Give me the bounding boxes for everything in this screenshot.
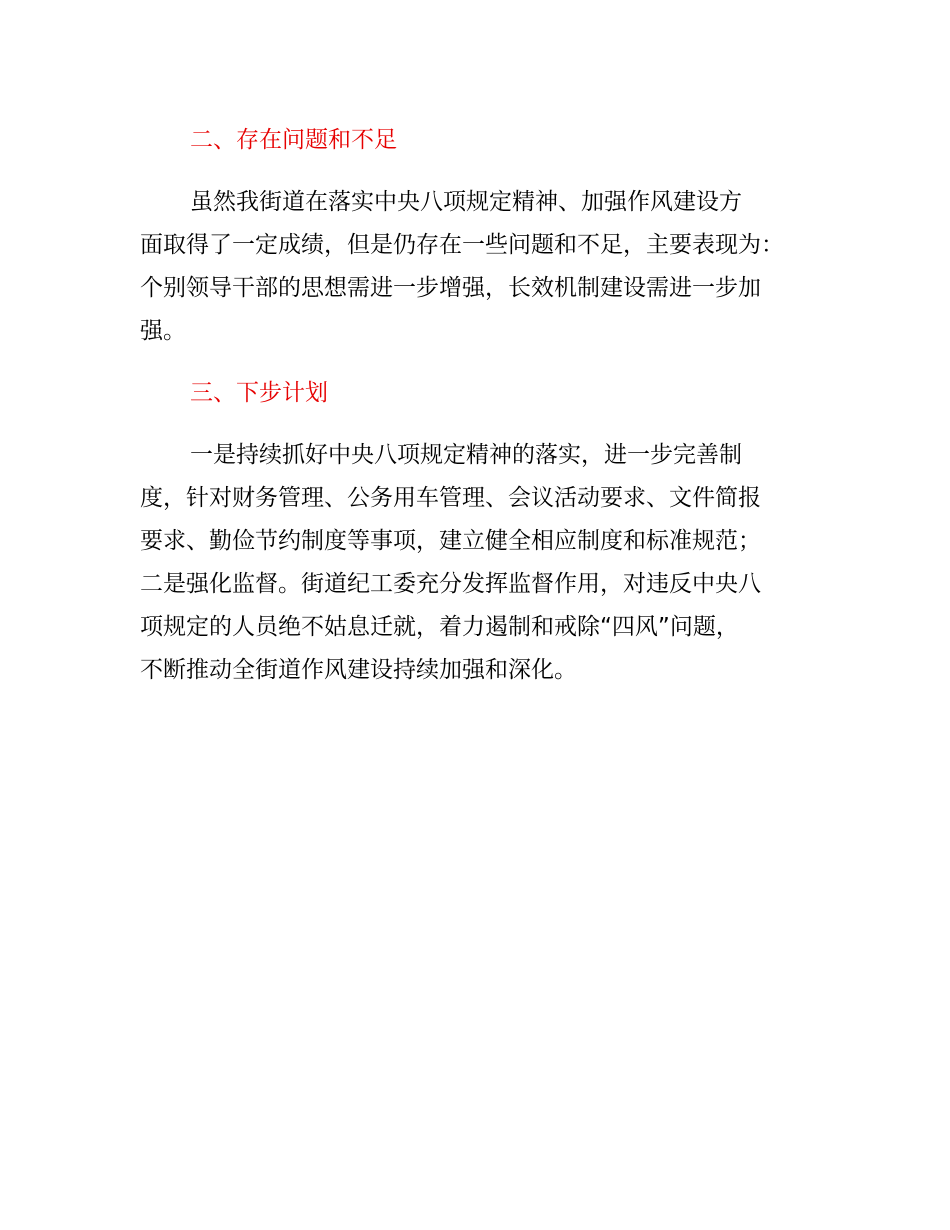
section-heading: 二、存在问题和不足 <box>190 127 397 153</box>
paragraph-line: 二是强化监督。街道纪工委充分发挥监督作用，对违反中央八 <box>140 571 761 597</box>
paragraph-line: 要求、勤俭节约制度等事项，建立健全相应制度和标准规范； <box>140 528 761 554</box>
paragraph-line: 项规定的人员绝不姑息迁就，着力遏制和戒除“四风”问题， <box>140 614 739 640</box>
paragraph-line: 个别领导干部的思想需进一步增强，长效机制建设需进一步加 <box>140 275 761 301</box>
paragraph-line: 虽然我街道在落实中央八项规定精神、加强作风建设方 <box>190 189 742 215</box>
paragraph-line: 面取得了一定成绩，但是仍存在一些问题和不足，主要表现为： <box>140 232 784 258</box>
paragraph-line: 度，针对财务管理、公务用车管理、会议活动要求、文件简报 <box>140 485 761 511</box>
paragraph-line: 强。 <box>140 318 186 344</box>
section-heading: 三、下步计划 <box>190 380 328 406</box>
paragraph-line: 一是持续抓好中央八项规定精神的落实，进一步完善制 <box>190 442 742 468</box>
paragraph-line: 不断推动全街道作风建设持续加强和深化。 <box>140 657 577 683</box>
